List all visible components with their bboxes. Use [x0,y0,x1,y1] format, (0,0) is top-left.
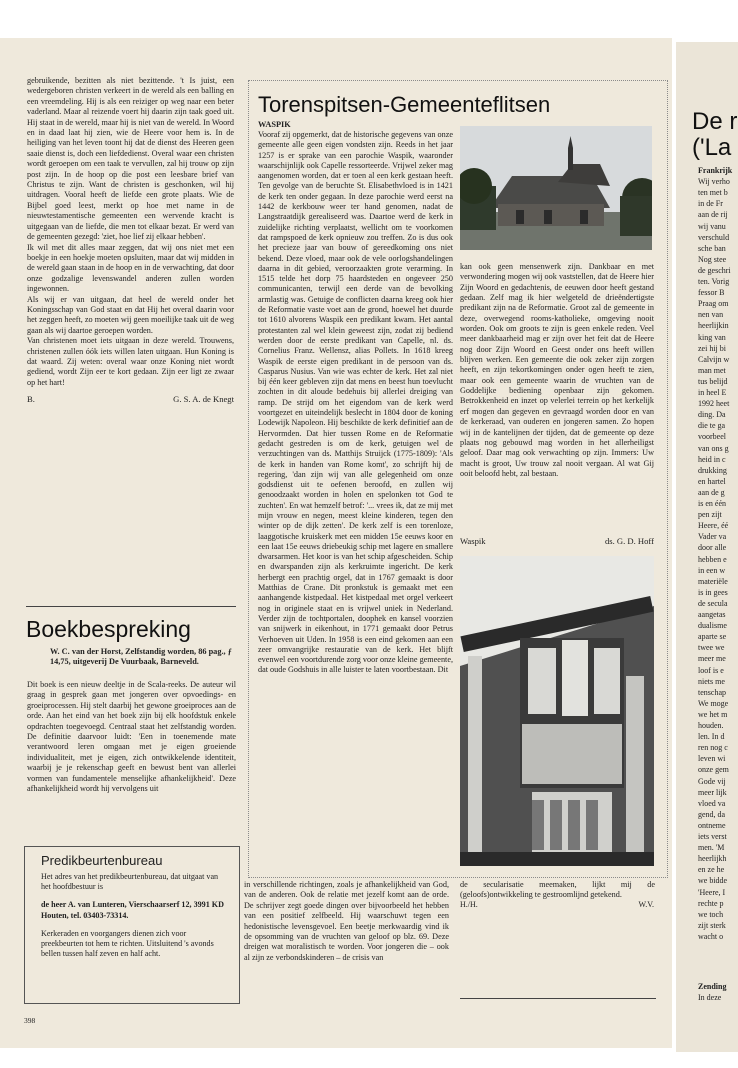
next-page-line: 1992 heet [698,399,730,409]
next-page-line: aparte se [698,632,727,642]
next-page-line: Calvijn w [698,354,730,364]
review-signature [460,900,654,909]
next-page-line: voorbeel [698,432,726,442]
next-page-line: twee we [698,643,725,653]
next-page-line: 'Heere, I [698,887,726,897]
feature-signature [460,536,654,546]
next-page-line: len. In d [698,732,725,742]
divider [26,606,236,607]
next-page-line: wacht o [698,931,724,941]
next-page-line: king van [698,332,726,342]
next-page-line: en hartel [698,476,726,486]
next-page-line: door alle [698,543,727,553]
next-page-line: iets verst [698,832,727,841]
organ-image [460,556,654,866]
next-page-line: nen van [698,310,724,320]
next-page-line: Gode vij [698,776,726,786]
left-paragraph: Als wij er van uitgaan, dat heel de wereld onder het Koningsschap van God staat en dat Hij het overal daarin voor het zeggen heeft, zo moeten wij geen moeilijke taak uit de weg gaan als wij daartoe geroepen worden. [27,294,234,335]
next-page-line: aan de g [698,487,725,497]
next-page-line: rechte p [698,898,724,908]
next-page-line: houden. [698,721,724,730]
next-page-line: heid in c [698,454,726,464]
next-page-line: We moge [698,698,729,708]
next-page-line: we toch [698,909,724,919]
predikbeurten-box [24,846,240,1004]
left-paragraph: Van christenen moet iets uitgaan in deze wereld. Trouwens, christenen zullen óók iets willen laten uitgaan. Hun Koning is dat waard. Zij weten: overal waar onze Koning niet wordt gediend, wordt Zijn eer te kort gedaan. Zijn eer ligt ze zwaar op het hart! [27,336,234,387]
next-page-heading: De r [692,108,738,135]
box-paragraph: Het adres van het predikbeurtenbureau, dat uitgaat van het hoofdbestuur is [41,872,219,892]
next-page-line: Nog stee [698,254,727,264]
next-page-line: in de Fr [698,199,723,209]
church-image [460,126,652,250]
next-page-line: heerlijkin [698,321,729,331]
next-page-line: verschuld [698,232,730,242]
next-page-line: we bidde [698,876,728,886]
next-page-line: die te ga [698,421,726,431]
next-page-line: Frankrijk [698,166,733,175]
feature-heading: Torenspitsen-Gemeenteflitsen [258,92,551,117]
review-body: Dit boek is een nieuw deeltje in de Scala-reeks. De auteur wil graag in gesprek gaan met jongeren over opvoedings- en groeiprocessen. Hij stelt daarbij het gewone groeiproces aan de orde. Aan het eind van het boek zijn bij elk hoofdstuk enkele opdrachten toegevoegd. Centraal staat het zelfstandig worden. De definitie daarvoor luidt: 'Een in toenemende mate verantwoord leren omgaan met je eigen groeiende individualiteit, met je eigen, zich ontwikkelende identiteit, waarbij je je rekenschap geeft en bewust bent van allerlei vormen van fundamentele menselijke afhankelijkheid'. Deze afhankelijkheid wordt hij vervolgens uit [27,680,236,794]
feature-column-2: kan ook geen mensenwerk zijn. Dankbaar en met verwondering mogen wij ook vaststellen, dat de Heere hier Zijn Woord en gedachtenis, de eeuwen door heeft gestand gedaan. Zelf mag ik hier welgeteld de drieëndertigste predikant zijn na de Reformatie. Groot zal de gemeente in deze, overwegend rooms-katholieke, omgeving nooit worden. Ook om groots te zijn is geen enkele reden. Veel meer dankbaarheid mag er zijn over het feit dat de Heere nog door Zijn Woord en Geest onder ons heeft willen blijven werken. Een gemeente die ook zeker zijn zorgen heeft, en zijn tekortkomingen onder ogen heeft te zien, maar ook een gemeente waarin de vruchten van de Goddelijke bediening openbaar zijn gekomen. Betrokkenheid en inzet op velerlei terrein op het kerkelijk erf mogen dan gegeven en gevraagd worden door en van de kerkeraad, van ouderen en jongeren samen. Zo hopen wij in de kantelijnen der tijden, dat de gemeente op deze plaats nog gebouwd mag worden in het allerheiligst geloof. Daar mag ook verwachting op zijn. Immers: Uw macht is groot, Uw trouw zal nooit vergaan. Al wat Gij ooit beloofd hebt, zal bestaan. [460,262,654,478]
organ-photo [460,556,654,866]
next-page-line: hebben e [698,554,727,564]
next-page-line: onze gem [698,765,729,775]
next-page-line: tus belijd [698,376,728,386]
next-page-line: ding. Da [698,410,726,420]
next-page-line: gend, da [698,809,726,819]
feature-sig-place: Waspik [460,536,486,546]
review-conclusion: de secularisatie meemaken, lijkt mij de (geloofs)ontwikkeling te gestroomlijnd getekend. [460,880,655,900]
next-page-footer-heading: Zending [698,982,727,991]
next-page-line: pen zijt [698,510,722,520]
left-sig-author: G. S. A. de Knegt [173,394,234,405]
next-page-line: ren nog c [698,743,728,753]
next-page-line: Praag om [698,299,729,309]
left-article [27,76,234,604]
next-page-line: sche ban [698,243,726,253]
next-page-line: aangetas [698,610,726,619]
next-page-line: de secula [698,598,728,608]
next-page-line: aan de rij [698,210,728,220]
next-page-line: tenschap [698,687,726,697]
next-page-line: in een w [698,565,726,575]
review-continued: in verschillende richtingen, zoals je afhankelijkheid van God, van de anderen. Ook de relatie met jezelf komt aan de orde. De schrijver zegt goede dingen over bijvoorbeeld het hebben van een positief zelfbeeld. Hij waarschuwt tegen een hedonistische levensgevoel. Een beetje merkwaardig vind ik de opsomming van de vruchten van geloof op blz. 69. Deze dreigen wat moralistisch te worden. Voor jongeren die – ook al zijn ze verbondskinderen – de crisis van [244,880,449,962]
next-page-line: meer me [698,654,726,664]
next-page-line: loof is e [698,665,724,675]
next-page-line: Wij verho [698,177,730,187]
church-photo [460,126,652,250]
box-address: de heer A. van Lunteren, Vierschaarserf 12, 3991 KD Houten, tel. 03403-73314. [41,900,224,920]
next-page-footer-text: In deze [698,993,722,1002]
review-book-info: W. C. van der Horst, Zelfstandig worden, 86 pag., ƒ 14,75, uitgeverij De Vuurbaak, Barneveld. [50,647,232,666]
next-page-subheading: ('La [692,134,732,161]
next-page-line: de geschri [698,265,731,275]
next-page-line: Vader va [698,532,727,542]
next-page-line: heerlijkh [698,854,727,864]
next-page-line: leven wi [698,754,726,764]
next-page-line: is in gees [698,587,728,597]
next-page-line: fessor B [698,288,725,298]
next-page-line: van ons g [698,443,729,453]
next-page-line: men. 'M [698,843,725,853]
next-page-line: ontneme [698,820,726,830]
next-page-line: Heere, éé [698,521,729,531]
next-page-line: man met [698,365,726,375]
left-paragraph: gebruikende, bezitten als niet bezittende. 't Is juist, een wedergeboren christen verkeert in de wereld als een balling en een vreemdeling. Hij is als een reiziger op weg naar een beter vaderland. Maar al reizende voert hij daarin zijn taak goed uit. Hij staat in de wereld, maar hij is niet van de wereld. In Woord en in daad laat hij zien, wie de Heere voor hem is. In de heiliging van het leven toont hij dat de dienst des Heeren geen saaie dienst is, doch een liefdedienst. Overal waar een christen wordt geroepen om een taak te vervullen, zal hij trouw op zijn post zijn. In de hoop op die post een leesbare brief van Christus te zijn. Want de christen is geschonken, wil hij uitdragen. Vooral heeft de liefde een grote plaats. Wie de Bijbel goed leest, merkt op hoe met name in de nieuwtestamentische gemeenten een wervende kracht is uitgegaan van de liefde, die men tot elkaar bezat. Er werd van de gemeenten gezegd: 'ziet, hoe lief zij elkaar hebben'. [27,76,234,242]
left-sig-initial: B. [27,394,35,405]
next-page-line: drukking [698,465,727,475]
review-sig-author: W.V. [638,900,654,909]
feature-place: WASPIK [258,120,291,129]
feature-sig-author: ds. G. D. Hoff [604,536,654,546]
next-page-line: meer lijk [698,787,727,797]
next-page-line: wij vanu [698,221,726,231]
box-paragraph: Kerkeraden en voorgangers dienen zich voor preekbeurten tot hem te richten. Uitsluitend 's avonds bellen tussen half zeven en half acht. [41,928,214,959]
box-title: Predikbeurtenbureau [41,853,163,868]
next-page-line: zijt sterk [698,920,726,930]
review-sig-initials: H./H. [460,900,478,909]
feature-column-1: Vooraf zij opgemerkt, dat de historische gegevens van onze gemeente alle geen eigen vondsten zijn. Reeds in het jaar 1257 is er sprake van een parochie Waspik, waaronder waarschijnlijk ook Capelle ressorteerde. Vrijwel zeker mag aangenomen worden, dat er toen al een kerk gestaan heeft. Ten gevolge van de beruchte St. Elisabethvloed is in 1421 de kerk ten onder gegaan. In deze parochie werd eerst na 1442 de kerkbouw weer ter hand genomen, nadat de Langstraatdijk gerealiseerd was. Daartoe werd de kerk in zuidelijke richting verplaatst, wellicht om te voorkomen dat rampspoed de kerk opnieuw zou treffen. Zo is dus ook het precieze jaar van bouw of gereedkoming ons niet bekend. Deze vloed, maar ook de vele oorlogshandelingen daarna in dit gebied, veroorzaakten grote verarming. In 1515 telde het dorp 75 haardsteden en ongeveer 250 communicanten, terwijl een derde van de bevolking armlastig was. Getuige de conflicten daarna kreeg ook hier de Reformatie vaste voet aan de grond, hoewel het duurde tot 1610 alvorens Waspik een predikant kwam. Het aantal protestanten zal wel klein geweest zijn, zodat zij bediend werden door de eerste predikant van Capelle, nl. ds. Cornelius Franz. Wellensz, alias Pollets. In 1618 kreeg Waspik de eerste eigen predikant in de persoon van ds. Casparus Nusius. Van wie was echter de kerk. Het zal niet bij één keer gebleven zijn dat mens en beest hun toevlucht zochten in dit aloude bedehuis bij allerlei dreiging van ramp. De strijd om het eigendom van de kerk werd voortgezet en uiteindelijk beslecht in 1804 door de koning Lodewijk Napoleon. Hij beschikte de kerk definitief aan de Hervormden. Dat hier tussen Rome en de Reformatie gedacht gestreden is om de kerk, getuigen wel de verzuchtingen van ds. Matthijs Struijck (1775-1809): 'Als de kerk in handen van Rome komt', zo schrijft hij de regering, 'dan zijn wij van alle gelegenheid om onze godsdienst uit te oefenen beroofd, en zullen wij genoodzaakt worden in holen en spelonken tot God te zuchten'. En wat hemzelf betrof: '... vrees ik, dat ze mij met mijn vrouw en negen, meest kleine kinderen, tegen den winter op de dijk zetten'. De kerk zelf is een torenloze, laaggotische kruiskerk met een midden 15e eeuws koor en een laat 15e eeuws driebeukig schip met lagere en smallere dwarsarmen. Het koor is van het schip afgescheiden. Schip en dwarspanden zijn als kerkruimte ingericht. De kerk herbergt een prachtig orgel, dat in 1767 gemaakt is door Matthias de Crane. Dit pronkstuk is gemaakt met een aanhangende kistpedaal. Het kistpedaal met orgel verkeert nog in originele staat en is vrijwel uniek in Nederland. Verder zijn de tochtportalen, doophek en kansel voorzien van snijwerk in eikenhout, in 1771 gemaakt door Petrus Verhoeven uit Uden. In 1958 is een eind gekomen aan een zeer omvangrijke restauratie van de kerk. Het blijft evenwel een voortdurende zorg voor onze kleine gemeente, dat oude Godshuis in alle luister te laten voortbestaan. Dit [258,130,453,675]
next-page [676,42,738,1052]
bottom-rule [460,998,656,999]
next-page-line: zei hij bi [698,343,726,353]
next-page-line: dualisme [698,621,727,631]
next-page-line: vloed va [698,798,726,808]
left-signature [27,394,234,404]
page-number: 398 [24,1016,36,1025]
next-page-line: in heel E [698,388,727,397]
next-page-line: is en één [698,499,726,508]
next-page-line: ten. Vorig [698,277,730,286]
review-heading: Boekbespreking [26,616,191,642]
next-page-line: niets me [698,676,725,686]
next-page-line: materiële [698,576,728,586]
next-page-line: en ze he [698,865,725,875]
next-page-line: we het m [698,709,728,719]
left-paragraph: Ik wil met dit alles maar zeggen, dat wij ons niet met een boekje in een hoekje moeten opsluiten, maar dat wij midden in de wereld gaan staan in de hoop en in de verwachting, dat door onze godzalige levenswandel anderen zullen worden ingewonnen. [27,242,234,294]
next-page-line: ten met b [698,188,728,198]
